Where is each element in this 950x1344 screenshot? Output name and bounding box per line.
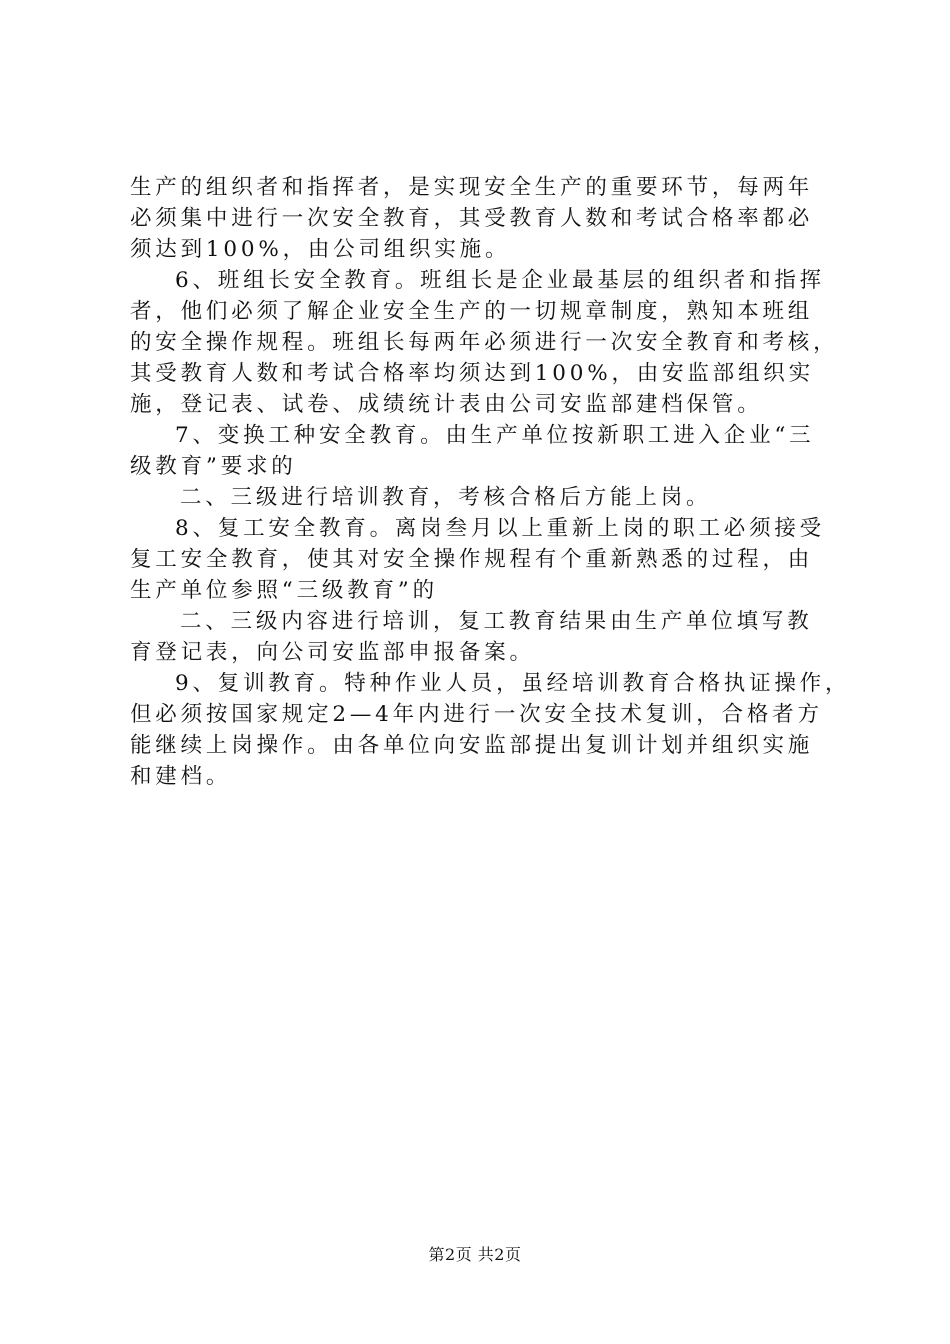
page-footer: 第2页 共2页 <box>428 1245 522 1264</box>
text-line: 级教育”要求的 <box>130 454 297 479</box>
text-line: 须达到100%，由公司组织实施。 <box>130 237 511 262</box>
text-line: 其受教育人数和考试合格率均须达到100%，由安监部组织实 <box>130 361 814 386</box>
text-line: 二、三级内容进行培训，复工教育结果由生产单位填写教 <box>180 609 813 634</box>
text-line: 者，他们必须了解企业安全生产的一切规章制度，熟知本班组 <box>130 299 814 324</box>
text-line: 9、复训教育。特种作业人员，虽经培训教育合格执证操作， <box>175 671 851 696</box>
text-line: 育登记表，向公司安监部申报备案。 <box>130 640 535 665</box>
text-line: 二、三级进行培训教育，考核合格后方能上岗。 <box>180 485 712 510</box>
text-line: 复工安全教育，使其对安全操作规程有个重新熟悉的过程，由 <box>130 547 814 572</box>
text-line: 能继续上岗操作。由各单位向安监部提出复训计划并组织实施 <box>130 733 814 758</box>
text-line: 生产的组织者和指挥者，是实现安全生产的重要环节，每两年 <box>130 175 814 200</box>
text-line: 8、复工安全教育。离岗叁月以上重新上岗的职工必须接受 <box>175 516 825 541</box>
text-line: 7、变换工种安全教育。由生产单位按新职工进入企业“三 <box>175 423 815 448</box>
text-line: 和建档。 <box>130 764 232 789</box>
text-line: 但必须按国家规定2—4年内进行一次安全技术复训，合格者方 <box>130 702 823 727</box>
text-line: 6、班组长安全教育。班组长是企业最基层的组织者和指挥 <box>175 268 825 293</box>
text-line: 生产单位参照“三级教育”的 <box>130 578 438 603</box>
text-line: 必须集中进行一次安全教育，其受教育人数和考试合格率都必 <box>130 206 814 231</box>
text-line: 的安全操作规程。班组长每两年必须进行一次安全教育和考核， <box>130 330 839 355</box>
text-line: 施，登记表、试卷、成绩统计表由公司安监部建档保管。 <box>130 392 763 417</box>
body-text <box>130 172 851 792</box>
